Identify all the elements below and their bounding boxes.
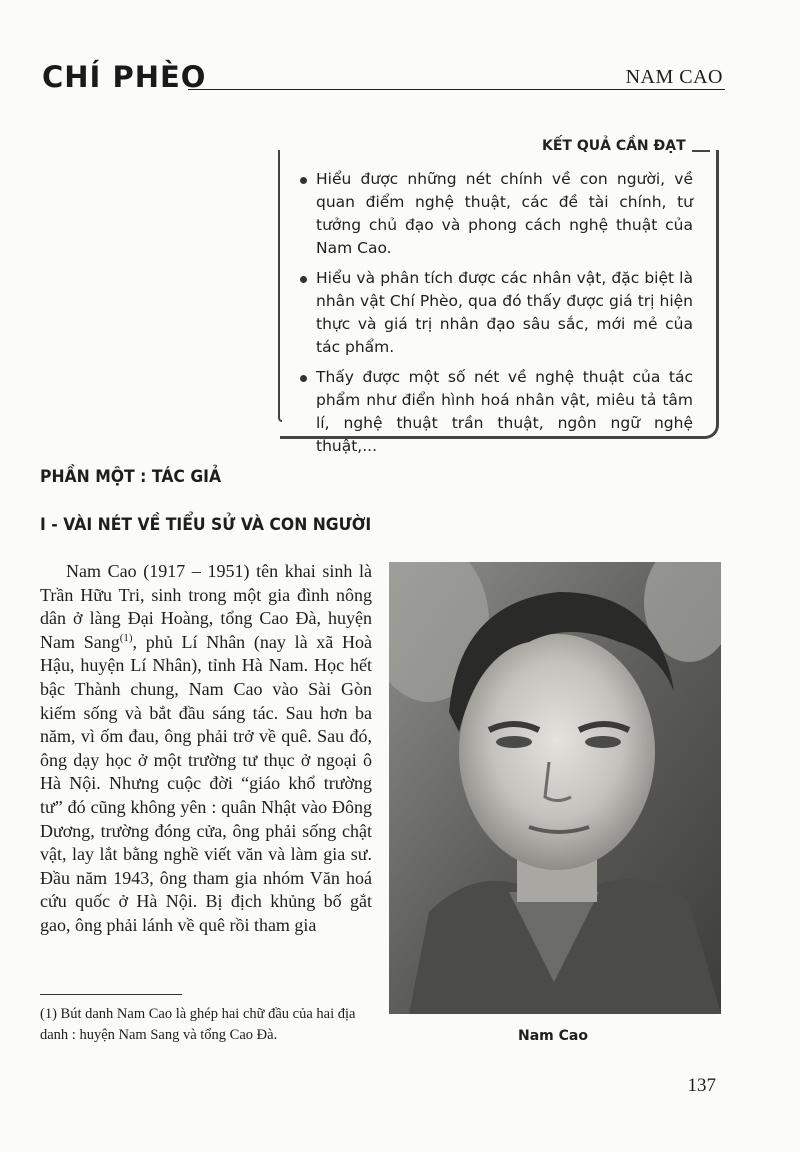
portrait-image xyxy=(389,562,721,1014)
section-heading: I - VÀI NÉT VỀ TIỂU SỬ VÀ CON NGƯỜI xyxy=(40,515,372,535)
body-text-start: Nam Cao (1917 – 1951) tên khai sinh là Trần Hữu Tri, sinh trong một gia đình nông dân ở làng Đại Hoàng, tổng Cao Đà, huyện Nam Sang xyxy=(40,561,372,652)
footnote: (1) Bút danh Nam Cao là ghép hai chữ đầu của hai địa danh : huyện Nam Sang và tổng Cao Đà. xyxy=(40,1006,356,1043)
learning-goals-list xyxy=(297,168,693,465)
goal-item: Hiểu và phân tích được các nhân vật, đặc biệt là nhân vật Chí Phèo, qua đó thấy được giá trị hiện thực và giá trị nhân đạo sâu sắc, mới mẻ của tác phẩm. xyxy=(297,267,693,359)
goal-item: Thấy được một số nét về nghệ thuật của tác phẩm như điển hình hoá nhân vật, miêu tả tâm lí, nghệ thuật trần thuật, ngôn ngữ nghệ thuật,... xyxy=(297,366,693,458)
part-heading: PHẦN MỘT : TÁC GIẢ xyxy=(40,467,222,487)
author-portrait-photo xyxy=(389,562,721,1014)
goal-item: Hiểu được những nét chính về con người, về quan điểm nghệ thuật, các đề tài chính, tư tưởng chủ đạo và phong cách nghệ thuật của Nam Cao. xyxy=(297,168,693,260)
chapter-author: NAM CAO xyxy=(625,66,723,88)
learning-goals-label: KẾT QUẢ CẦN ĐẠT xyxy=(542,138,692,154)
body-text-rest: , phủ Lí Nhân (nay là xã Hoà Hậu, huyện Lí Nhân), tỉnh Hà Nam. Học hết bậc Thành chung, Nam Cao vào Sài Gòn kiếm sống và bắt đầu sáng tác. Sau hơn ba năm, vì ốm đau, ông phải trở về quê. Sau đó, ông dạy học ở một trường tư thục ở ngoại ô Hà Nội. Nhưng cuộc đời “giáo khổ trường tư” đó cũng không yên : quân Nhật vào Đông Dương, trường đóng cửa, ông phải sống chật vật, lay lắt bằng nghề viết văn và làm gia sư. Đầu năm 1943, ông tham gia nhóm Văn hoá cứu quốc ở Hà Nội. Bị địch khủng bố gắt gao, ông phải lánh về quê rồi tham gia xyxy=(40,631,372,935)
photo-caption: Nam Cao xyxy=(518,1028,588,1044)
header-rule xyxy=(188,89,725,90)
page-number: 137 xyxy=(687,1075,716,1096)
biography-paragraph xyxy=(40,560,372,938)
footnote-rule xyxy=(40,994,182,995)
chapter-title: CHÍ PHÈO xyxy=(42,60,207,94)
footnote-marker: (1) xyxy=(119,631,133,644)
